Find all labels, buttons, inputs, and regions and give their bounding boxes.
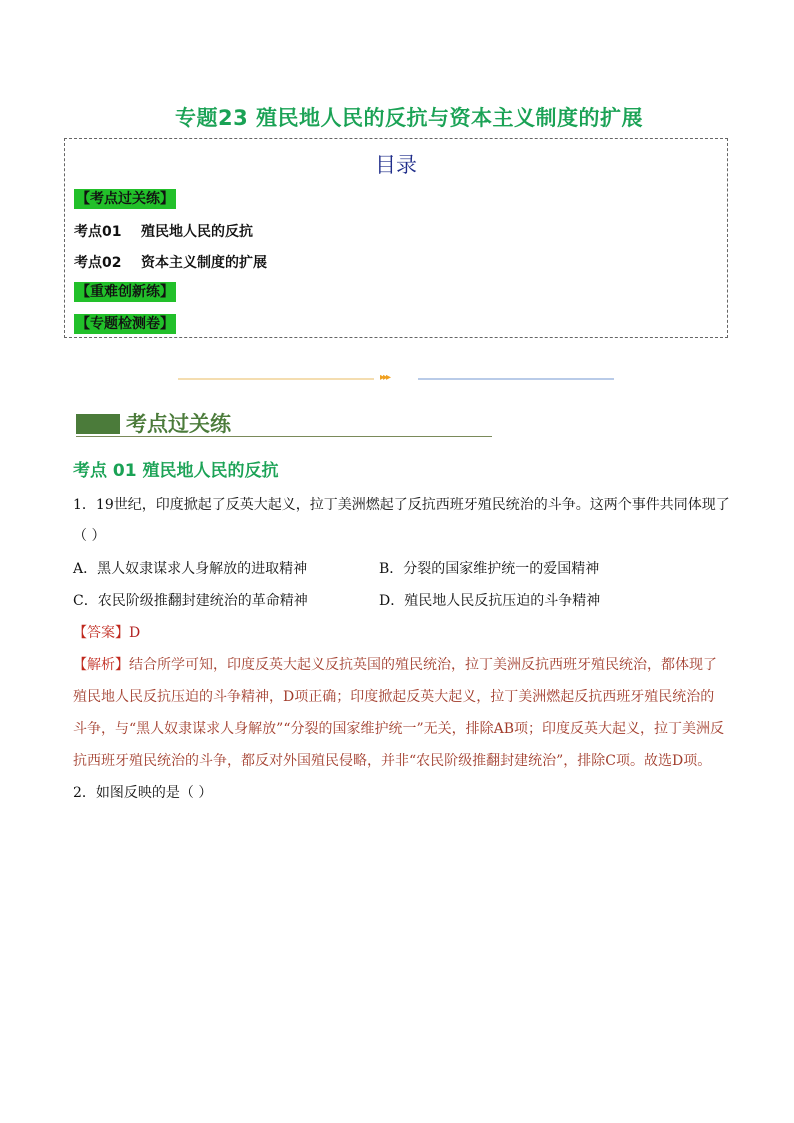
kaodian-title: 考点 01 殖民地人民的反抗 [73, 461, 279, 481]
table-of-contents [64, 138, 728, 338]
toc-tag-zhongnan[interactable]: 【重难创新练】 [76, 284, 174, 300]
divider-right [418, 378, 614, 380]
explanation-label: 【解析】 [73, 657, 129, 673]
section-marker-icon [76, 414, 120, 434]
divider-left [178, 378, 374, 380]
arrow-icon: ▸▸▸ [380, 372, 390, 383]
q1-explanation-line3: 斗争，与“黑人奴隶谋求人身解放”“分裂的国家维护统一”无关，排除AB项；印度反英大起义，拉丁美洲反 [73, 721, 725, 737]
q1-blank: （ ） [73, 528, 106, 544]
toc-tag-kaodian[interactable]: 【考点过关练】 [76, 191, 174, 207]
q1-explanation-line4: 抗西班牙殖民统治的斗争，都反对外国殖民侵略，并非“农民阶级推翻封建统治”，排除C项。故选D项。 [73, 753, 712, 769]
answer-value: D [129, 625, 141, 641]
toc-item-01[interactable]: 考点01 殖民地人民的反抗 [74, 224, 253, 240]
toc-item-02[interactable]: 考点02 资本主义制度的扩展 [74, 255, 267, 271]
section-underline [76, 436, 492, 437]
toc-tag-jiance[interactable]: 【专题检测卷】 [76, 316, 174, 332]
q2-stem: 2．如图反映的是（ ） [73, 785, 213, 801]
q1-stem: 1．19世纪，印度掀起了反英大起义，拉丁美洲燃起了反抗西班牙殖民统治的斗争。这两个事件共同体现了 [73, 497, 730, 513]
toc-heading: 目录 [375, 153, 417, 177]
q1-option-d[interactable]: D．殖民地人民反抗压迫的斗争精神 [379, 593, 601, 609]
q1-explanation-line1 [73, 656, 717, 674]
explanation-text-1: 结合所学可知，印度反英大起义反抗英国的殖民统治，拉丁美洲反抗西班牙殖民统治，都体现了 [129, 657, 717, 673]
section-title: 考点过关练 [126, 411, 231, 436]
q1-option-b[interactable]: B．分裂的国家维护统一的爱国精神 [379, 561, 600, 577]
page-title: 专题23 殖民地人民的反抗与资本主义制度的扩展 [174, 106, 644, 130]
answer-label: 【答案】 [73, 625, 129, 641]
q1-option-c[interactable]: C．农民阶级推翻封建统治的革命精神 [73, 593, 308, 609]
q1-option-a[interactable]: A．黑人奴隶谋求人身解放的进取精神 [73, 561, 308, 577]
q1-answer [73, 624, 140, 642]
q1-explanation-line2: 殖民地人民反抗压迫的斗争精神，D项正确；印度掀起反英大起义，拉丁美洲燃起反抗西班牙殖民统治的 [73, 689, 715, 705]
